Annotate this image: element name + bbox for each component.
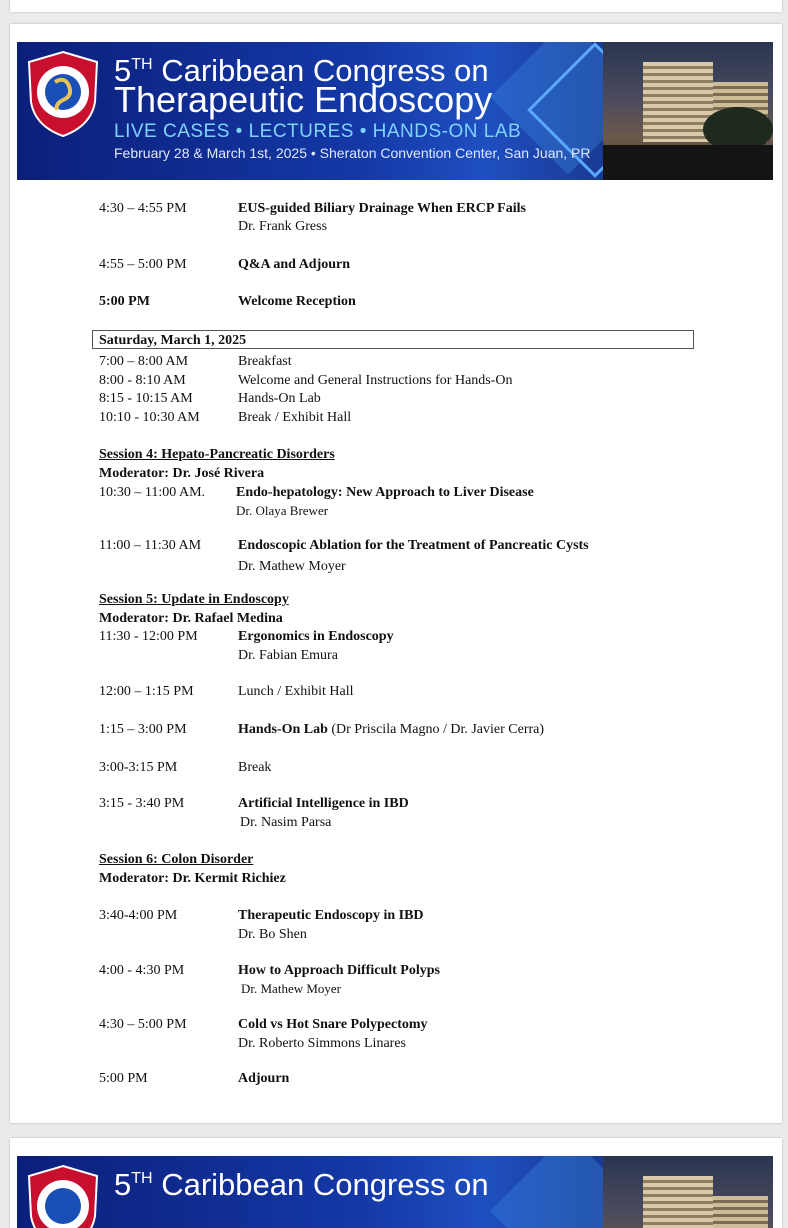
talk-title: How to Approach Difficult Polyps [238, 963, 440, 978]
talk-title: Welcome Reception [238, 294, 356, 309]
time: 5:00 PM [99, 294, 150, 309]
talk-title: Adjourn [238, 1071, 290, 1086]
talk-title: Therapeutic Endoscopy in IBD [238, 908, 424, 923]
banner-date-venue: February 28 & March 1st, 2025 • Sheraton Convention Center, San Juan, PR [114, 145, 591, 161]
banner-title-line2: Therapeutic Endoscopy [114, 79, 493, 120]
talk-title: Break / Exhibit Hall [238, 410, 352, 425]
time: 11:30 - 12:00 PM [99, 629, 198, 644]
time: 4:00 - 4:30 PM [99, 963, 185, 978]
talk-title: Lunch / Exhibit Hall [238, 684, 354, 699]
next-page [10, 1138, 782, 1228]
time: 8:15 - 10:15 AM [99, 391, 193, 406]
talk-title: Ergonomics in Endoscopy [238, 629, 394, 644]
session-moderator: Moderator: Dr. Kermit Richiez [99, 871, 286, 886]
banner-title-line1: 5TH Caribbean Congress on [114, 53, 489, 88]
time: 10:10 - 10:30 AM [99, 410, 200, 425]
time: 3:15 - 3:40 PM [99, 796, 185, 811]
time: 10:30 – 11:00 AM. [99, 485, 206, 500]
speaker: Dr. Nasim Parsa [240, 815, 332, 830]
talk-title: Welcome and General Instructions for Hands-On [238, 373, 513, 388]
schedule [10, 24, 782, 1123]
association-crest-logo [25, 1164, 101, 1228]
talk-title: Hands-On Lab (Dr Priscila Magno / Dr. Javier Cerra) [238, 722, 545, 737]
talk-title: Q&A and Adjourn [238, 257, 351, 272]
hotel-photo [603, 1156, 773, 1228]
speaker: Dr. Roberto Simmons Linares [238, 1036, 406, 1051]
session-moderator: Moderator: Dr. Rafael Medina [99, 611, 283, 626]
speaker: Dr. Olaya Brewer [236, 503, 329, 518]
speaker: Dr. Bo Shen [238, 927, 307, 942]
time: 8:00 - 8:10 AM [99, 373, 186, 388]
time: 12:00 – 1:15 PM [99, 684, 194, 699]
time: 3:40-4:00 PM [99, 908, 178, 923]
time: 5:00 PM [99, 1071, 148, 1086]
talk-title: Hands-On Lab [238, 391, 321, 406]
time: 4:30 – 5:00 PM [99, 1017, 187, 1032]
banner-title-line1: 5TH Caribbean Congress on [114, 1167, 489, 1202]
session-heading: Session 4: Hepato-Pancreatic Disorders [99, 447, 335, 462]
talk-title: Artificial Intelligence in IBD [238, 796, 409, 811]
session-moderator: Moderator: Dr. José Rivera [99, 466, 265, 481]
talk-title: EUS-guided Biliary Drainage When ERCP Fails [238, 201, 526, 216]
time: 1:15 – 3:00 PM [99, 722, 187, 737]
talk-title: Endo-hepatology: New Approach to Liver Disease [236, 485, 534, 500]
day-header: Saturday, March 1, 2025 [92, 330, 694, 349]
previous-page [10, 0, 782, 12]
time: 4:55 – 5:00 PM [99, 257, 187, 272]
talk-title: Break [238, 760, 272, 775]
time: 7:00 – 8:00 AM [99, 354, 189, 369]
speaker: Dr. Fabian Emura [238, 648, 338, 663]
session-heading: Session 5: Update in Endoscopy [99, 592, 289, 607]
time: 3:00-3:15 PM [99, 760, 178, 775]
program-page [10, 24, 782, 1123]
time: 4:30 – 4:55 PM [99, 201, 187, 216]
talk-title: Endoscopic Ablation for the Treatment of Pancreatic Cysts [238, 538, 589, 553]
speaker: Dr. Mathew Moyer [241, 981, 342, 996]
speaker: Dr. Mathew Moyer [238, 559, 346, 574]
banner-tagline: LIVE CASES • LECTURES • HANDS-ON LAB [114, 121, 522, 142]
congress-banner-next [17, 1156, 773, 1228]
session-heading: Session 6: Colon Disorder [99, 852, 254, 867]
talk-title: Breakfast [238, 354, 292, 369]
talk-title: Cold vs Hot Snare Polypectomy [238, 1017, 428, 1032]
speaker: Dr. Frank Gress [238, 219, 328, 234]
time: 11:00 – 11:30 AM [99, 538, 202, 553]
